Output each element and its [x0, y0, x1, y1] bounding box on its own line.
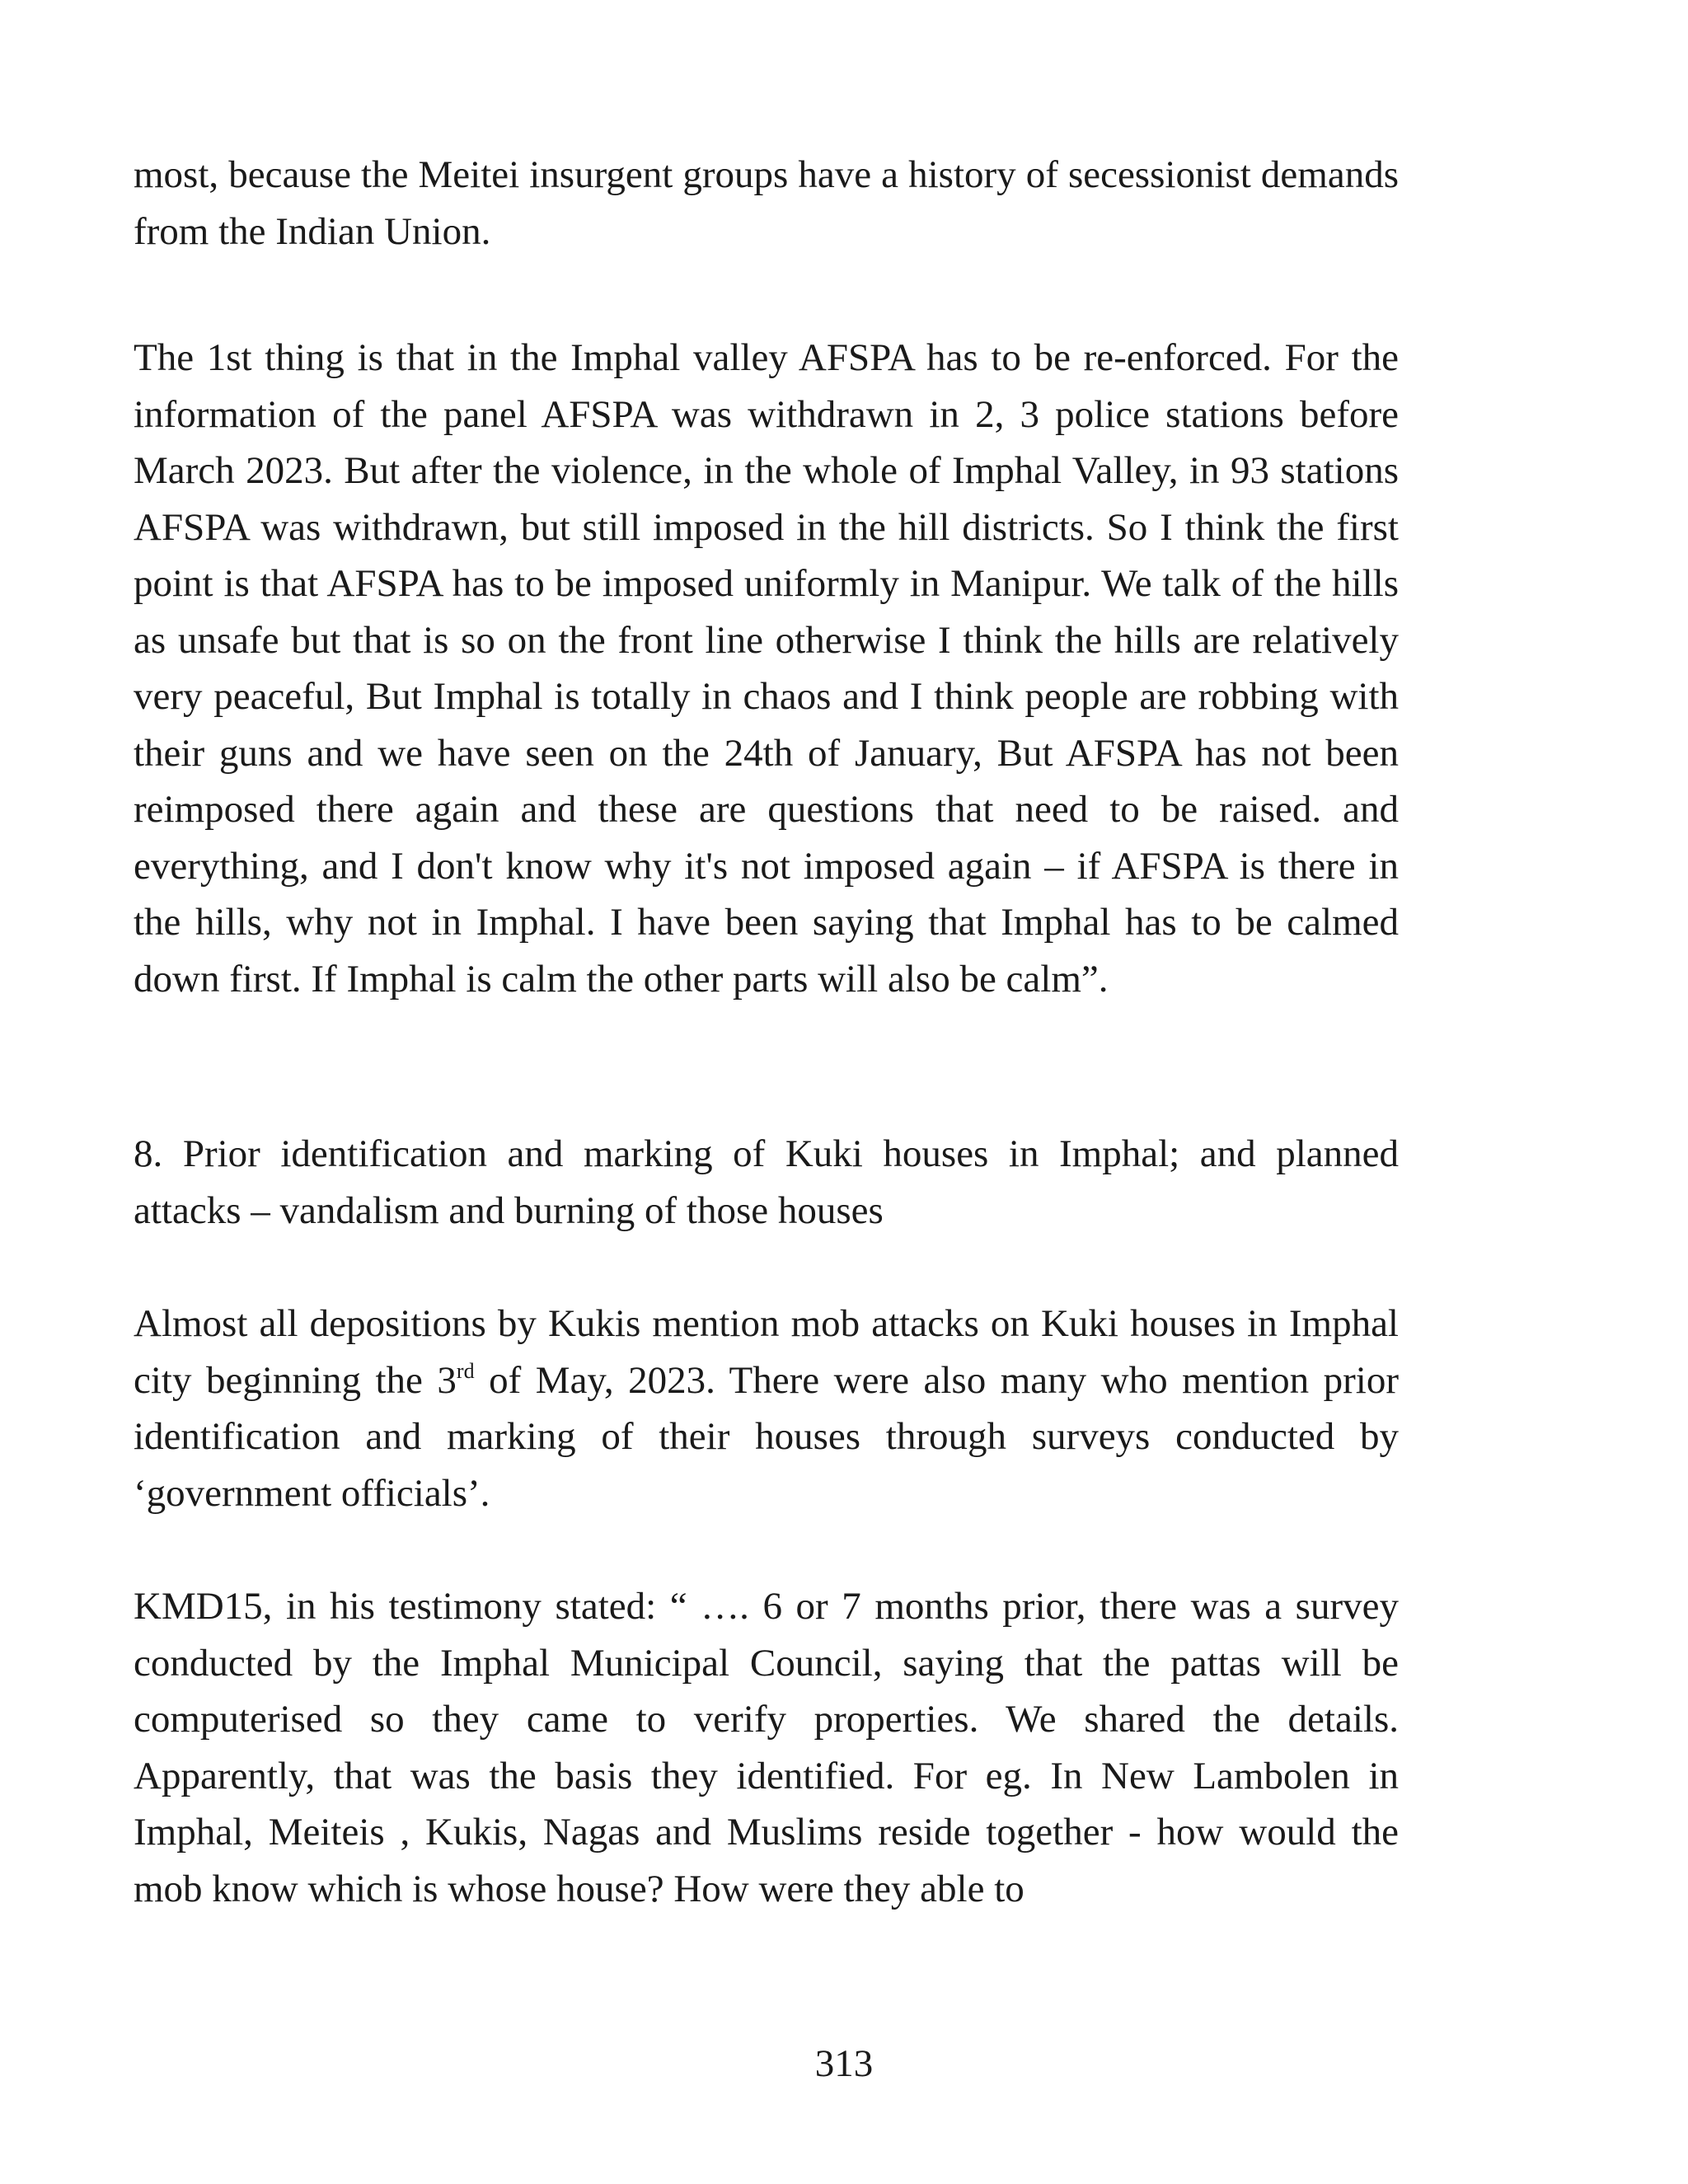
page-number: 313: [814, 2042, 874, 2085]
paragraph-depositions: [134, 1296, 1399, 1521]
paragraph-afspa-testimony: The 1st thing is that in the Imphal valley AFSPA has to be re-enforced. For the information of the panel AFSPA was withdrawn in 2, 3 police stations before March 2023. But after the violence, in the whole of Imphal Valley, in 93 stations AFSPA was withdrawn, but still imposed in the hill districts. So I think the first point is that AFSPA has to be imposed uniformly in Manipur. We talk of the hills as unsafe but that is so on the front line otherwise I think the hills are relatively very peaceful, But Imphal is totally in chaos and I think people are robbing with their guns and we have seen on the 24th of January, But AFSPA has not been reimposed there again and these are questions that need to be raised. and everything, and I don't know why it's not imposed again – if AFSPA is there in the hills, why not in Imphal. I have been saying that Imphal has to be calmed down first. If Imphal is calm the other parts will also be calm”.: [134, 336, 1399, 1001]
paragraph-kmd15-testimony: KMD15, in his testimony stated: “ …. 6 or 7 months prior, there was a survey conducted by the Imphal Municipal Council, saying that the pattas will be computerised so they came to verify properties. We shared the details. Apparently, that was the basis they identified. For eg. In New Lambolen in Imphal, Meiteis , Kukis, Nagas and Muslims reside together - how would the mob know which is whose house? How were they able to: [134, 1585, 1399, 1910]
section-heading-8: 8. Prior identification and marking of Kuki houses in Imphal; and planned attacks – vandalism and burning of those houses: [134, 1132, 1399, 1232]
paragraph-depositions-part-2: of May, 2023. There were also many who mention prior identification and marking of their houses through surveys conducted by ‘government officials’.: [134, 1358, 1400, 1515]
paragraph-continuation: most, because the Meitei insurgent groups have a history of secessionist demands from the Indian Union.: [134, 153, 1399, 253]
ordinal-superscript: rd: [456, 1358, 475, 1383]
paragraph-depositions-part-1: Almost all depositions by Kukis mention mob attacks on Kuki houses in Imphal city beginning the 3: [134, 1302, 1399, 1402]
